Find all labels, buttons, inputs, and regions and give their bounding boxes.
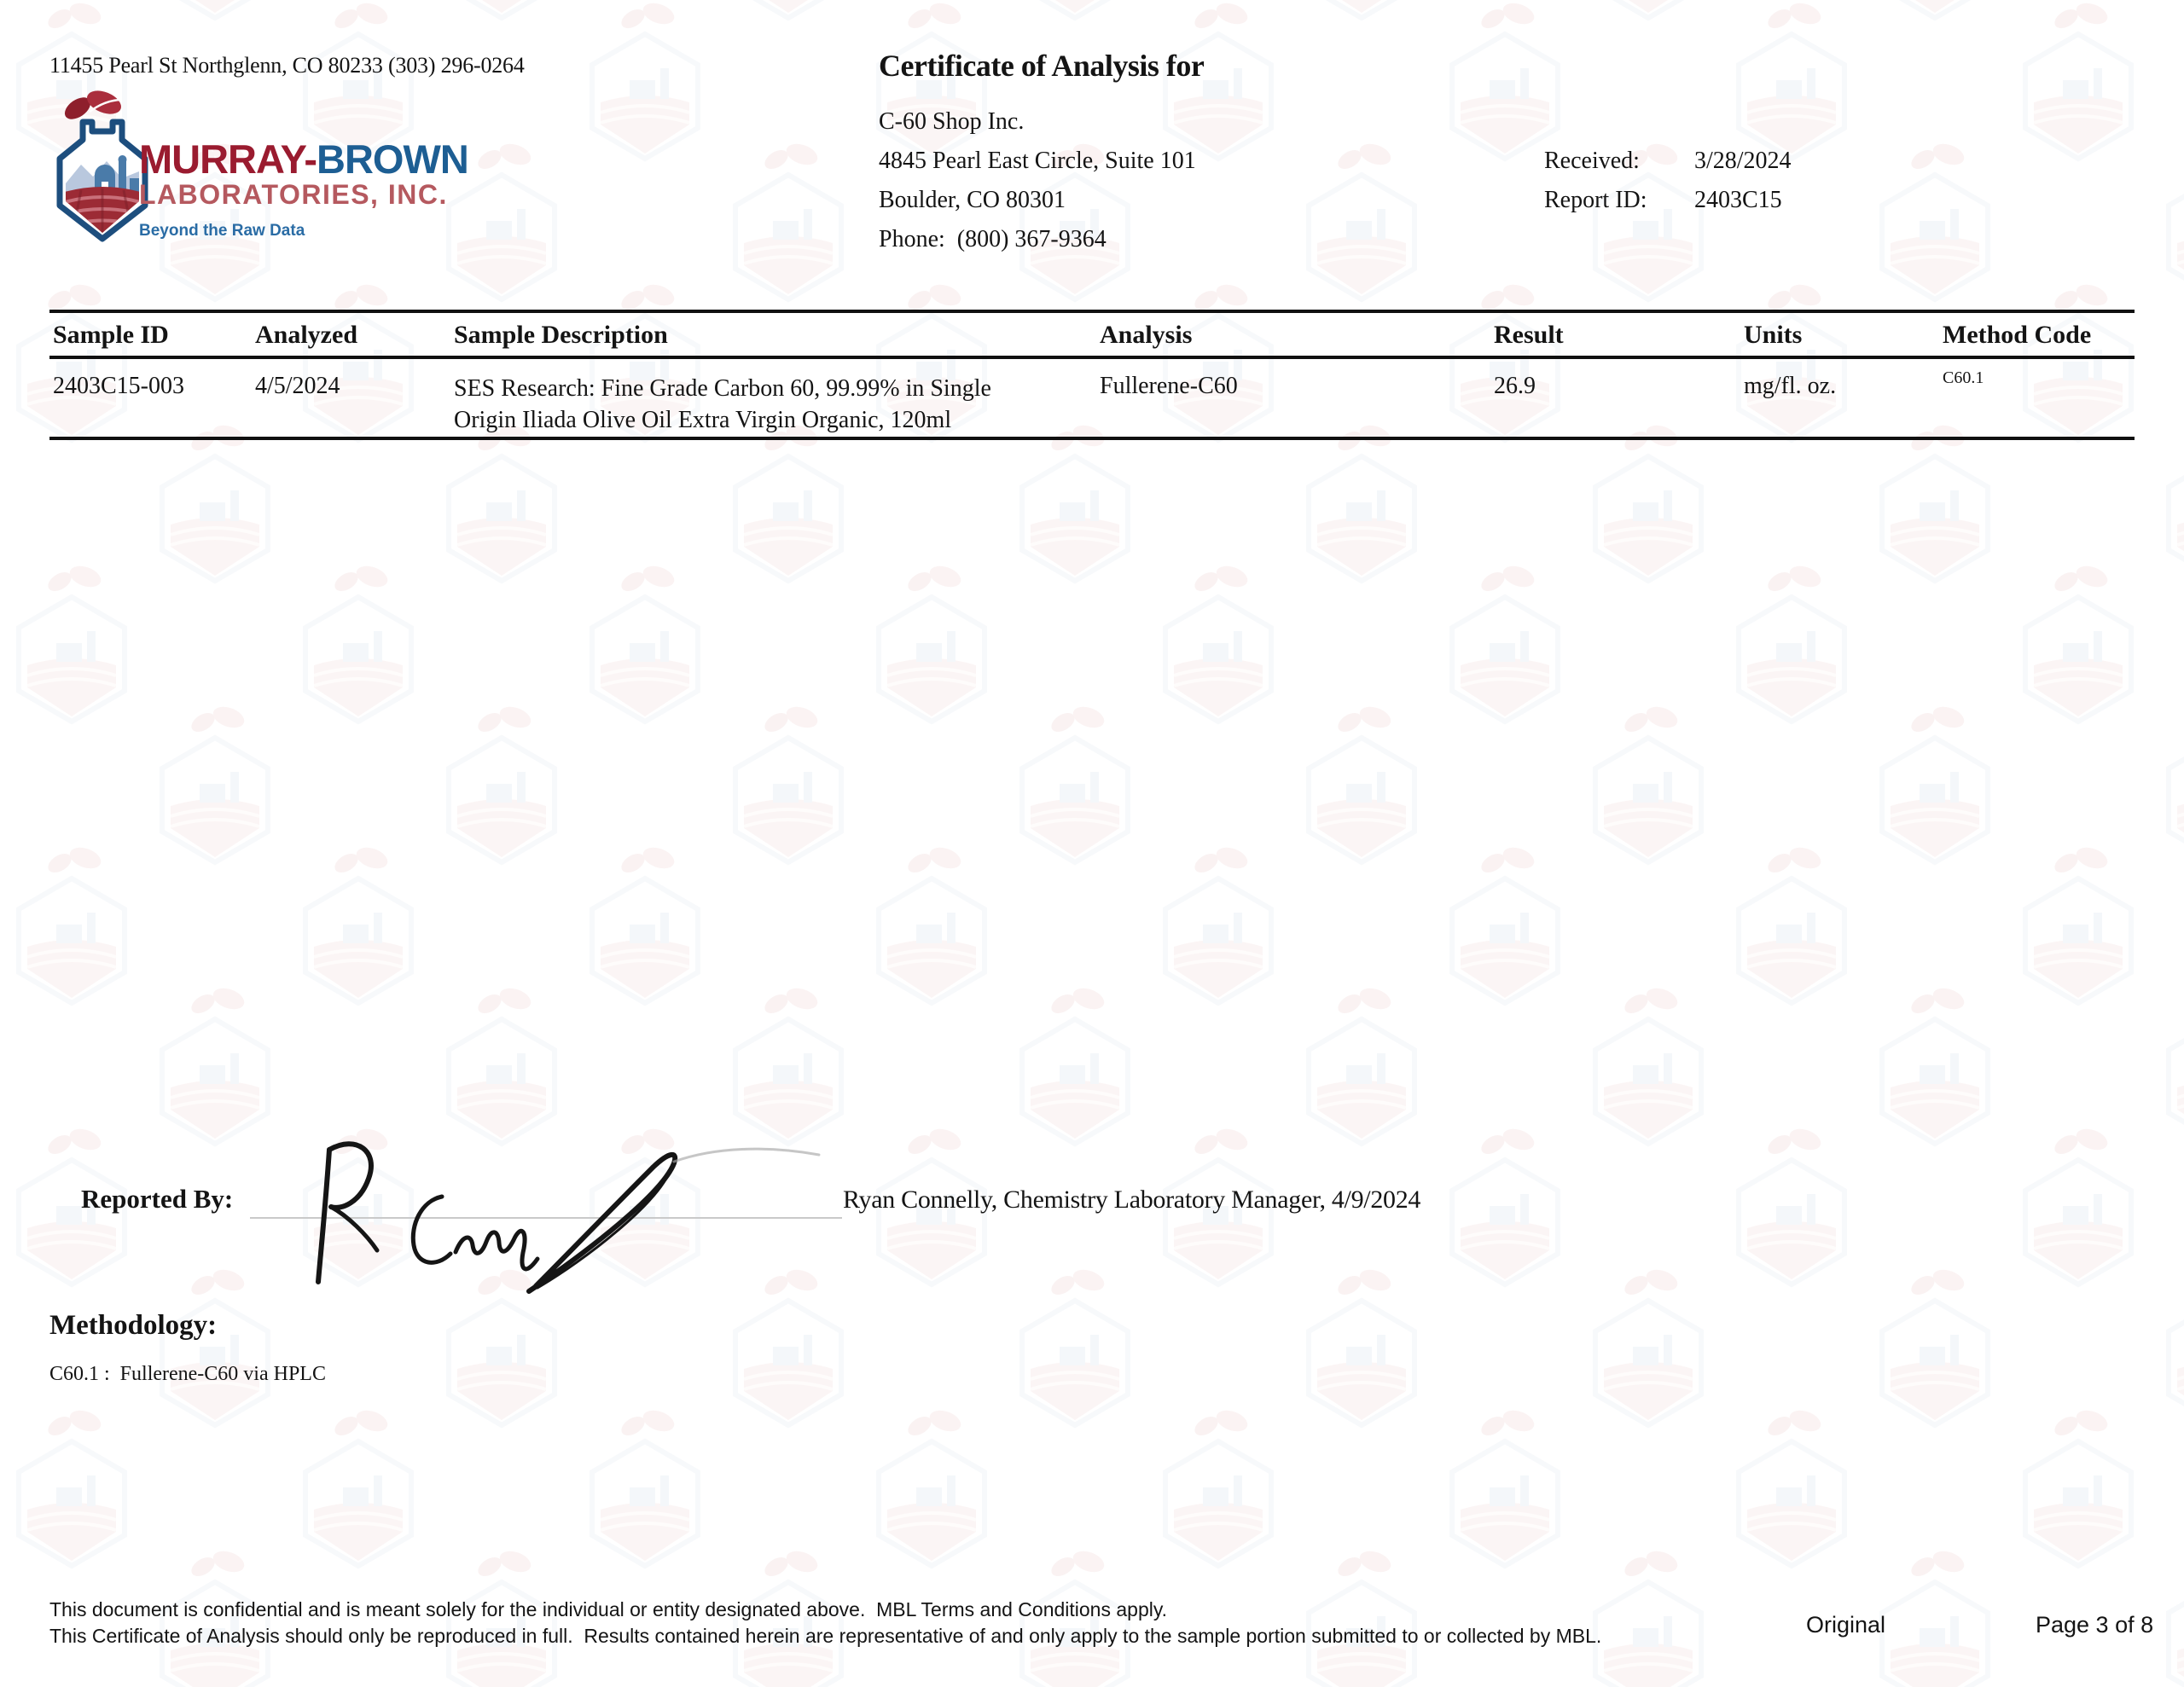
col-header-method-code: Method Code (1943, 321, 2092, 349)
logo-subtitle: LABORATORIES, INC. (139, 179, 448, 210)
col-header-sample-description: Sample Description (454, 321, 668, 349)
results-table-header (49, 310, 2135, 359)
murray-brown-logo (47, 88, 593, 254)
signature (186, 1124, 868, 1295)
cell-sample-description (450, 359, 1096, 437)
reported-by-label: Reported By: (81, 1184, 234, 1214)
client-address-line2: Boulder, CO 80301 (879, 187, 1066, 213)
col-header-result: Result (1494, 321, 1564, 349)
report-meta (1544, 142, 1792, 220)
logo-text (139, 136, 468, 241)
footer-line1: This document is confidential and is meant solely for the individual or entity designated above. MBL Terms and Conditions apply. (49, 1598, 1168, 1620)
copy-type-label: Original (1806, 1612, 1886, 1638)
logo-name (139, 136, 468, 182)
description-line1: SES Research: Fine Grade Carbon 60, 99.99% in Single (454, 375, 991, 402)
col-header-analysis: Analysis (1100, 321, 1193, 349)
client-address-line1: 4845 Pearl East Circle, Suite 101 (879, 148, 1196, 174)
lab-address: 11455 Pearl St Northglenn, CO 80233 (303) 296-0264 (49, 53, 525, 78)
cell-method-code: C60.1 (1943, 368, 1984, 387)
client-phone: Phone: (800) 367-9364 (879, 226, 1107, 252)
methodology-heading: Methodology: (49, 1310, 218, 1341)
footer-disclaimer (49, 1597, 1601, 1649)
table-row (49, 359, 2135, 440)
footer-line2: This Certificate of Analysis should only be reproduced in full. Results contained herein are representative of and only apply to the sample portion submitted to or collected by MBL. (49, 1625, 1602, 1647)
page-number: Page 3 of 8 (2036, 1612, 2154, 1638)
received-row (1544, 142, 1792, 181)
received-value: 3/28/2024 (1694, 148, 1792, 174)
cell-analysis: Fullerene-C60 (1100, 373, 1238, 399)
methodology-item: C60.1 : Fullerene-C60 via HPLC (49, 1363, 326, 1385)
signature-scrawl-icon (186, 1124, 868, 1295)
report-id-row (1544, 181, 1792, 220)
cell-result: 26.9 (1494, 373, 1536, 399)
client-info (879, 102, 1196, 259)
logo-name-brown: BROWN (317, 136, 468, 182)
cell-analyzed: 4/5/2024 (255, 373, 340, 399)
client-name: C-60 Shop Inc. (879, 108, 1025, 135)
document-title: Certificate of Analysis for (879, 49, 1205, 83)
cell-sample-id: 2403C15-003 (53, 373, 184, 399)
report-id-label: Report ID: (1544, 187, 1647, 213)
logo-tagline: Beyond the Raw Data (139, 222, 305, 240)
signer-name-title-date: Ryan Connelly, Chemistry Laboratory Manager, 4/9/2024 (843, 1186, 1421, 1214)
col-header-units: Units (1744, 321, 1803, 349)
received-label: Received: (1544, 148, 1640, 174)
description-line2: Origin Iliada Olive Oil Extra Virgin Organic, 120ml (454, 407, 952, 433)
results-table (49, 310, 2135, 440)
cell-units: mg/fl. oz. (1744, 373, 1837, 399)
logo-name-murray: MURRAY- (139, 136, 317, 182)
col-header-analyzed: Analyzed (255, 321, 357, 349)
report-id-value: 2403C15 (1694, 187, 1782, 213)
col-header-sample-id: Sample ID (53, 321, 169, 349)
